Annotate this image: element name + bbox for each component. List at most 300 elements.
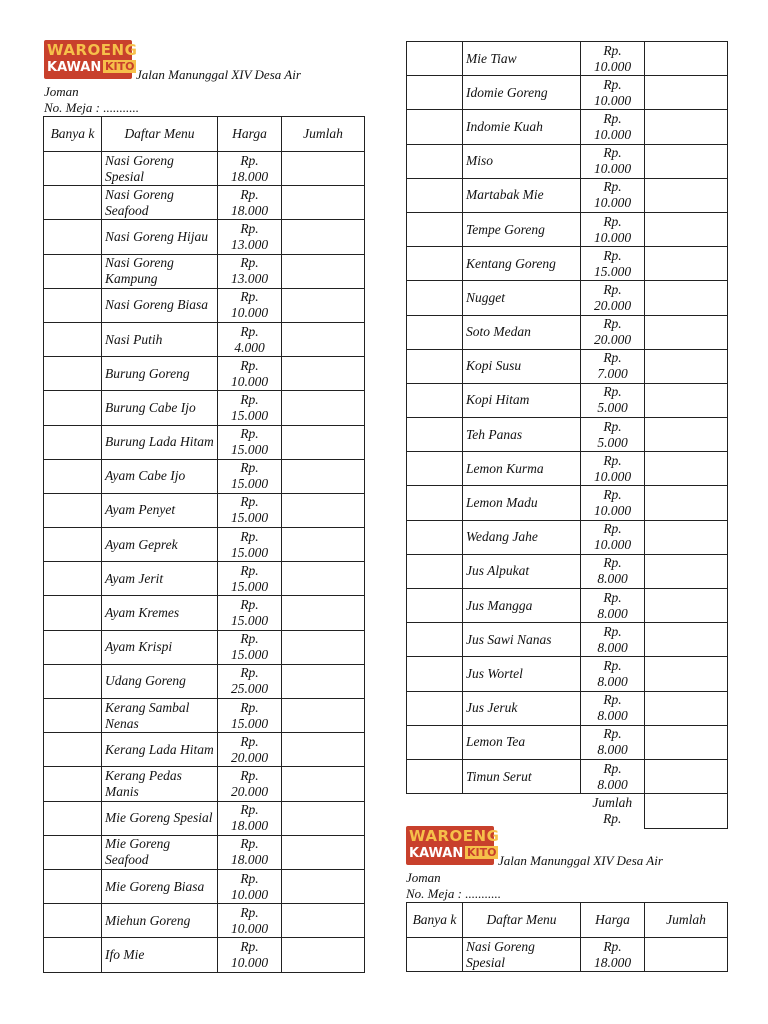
price-prefix: Rp. — [603, 42, 622, 58]
line-total-field[interactable] — [282, 220, 365, 254]
price-value: 15.000 — [230, 442, 269, 458]
quantity-field[interactable] — [407, 691, 463, 725]
quantity-field[interactable] — [44, 596, 102, 630]
menu-item-name: Timun Serut — [463, 759, 581, 793]
menu-item-price — [581, 520, 645, 554]
menu-item-price — [581, 418, 645, 452]
price-value: 5.000 — [597, 400, 628, 416]
table-header-row — [407, 903, 728, 938]
price-prefix: Rp. — [240, 357, 259, 373]
line-total-field[interactable] — [282, 562, 365, 596]
quantity-field[interactable] — [407, 42, 463, 76]
quantity-field[interactable] — [44, 562, 102, 596]
header-total: Jumlah — [645, 903, 728, 938]
line-total-field[interactable] — [645, 486, 728, 520]
table-row — [407, 759, 728, 793]
quantity-field[interactable] — [407, 144, 463, 178]
price-value: 15.000 — [230, 647, 269, 663]
menu-item-price — [581, 178, 645, 212]
line-total-field[interactable] — [645, 623, 728, 657]
quantity-field[interactable] — [44, 938, 102, 972]
menu-item-price — [218, 904, 282, 938]
table-row — [407, 212, 728, 246]
quantity-field[interactable] — [44, 733, 102, 767]
menu-item-price — [218, 801, 282, 835]
price-prefix: Rp. — [240, 562, 259, 578]
table-row — [407, 486, 728, 520]
menu-item-name: Ayam Penyet — [102, 493, 218, 527]
price-value: 15.000 — [230, 578, 269, 594]
menu-item-price — [218, 357, 282, 391]
quantity-field[interactable] — [44, 699, 102, 733]
menu-item-price — [581, 315, 645, 349]
line-total-field[interactable] — [645, 110, 728, 144]
quantity-field[interactable] — [44, 869, 102, 903]
price-prefix: Rp. — [603, 760, 622, 776]
menu-item-price — [218, 459, 282, 493]
total-row — [407, 794, 728, 829]
table-number-label: No. Meja : ........... — [44, 100, 139, 115]
quantity-field[interactable] — [44, 493, 102, 527]
price-prefix: Rp. — [603, 213, 622, 229]
menu-item-price — [581, 144, 645, 178]
price-prefix: Rp. — [240, 391, 259, 407]
table-row — [44, 596, 365, 630]
table-row — [407, 315, 728, 349]
header-qty: Banya k — [44, 117, 102, 152]
menu-item-name: Martabak Mie — [463, 178, 581, 212]
menu-item-name: Miso — [463, 144, 581, 178]
price-prefix: Rp. — [603, 623, 622, 639]
price-value: 8.000 — [597, 605, 628, 621]
menu-item-price — [581, 623, 645, 657]
line-total-field[interactable] — [645, 42, 728, 76]
price-value: 15.000 — [230, 476, 269, 492]
menu-item-name: Mie Tiaw — [463, 42, 581, 76]
menu-item-price — [218, 938, 282, 972]
table-row — [44, 186, 365, 220]
logo-text-line1: WAROENG — [47, 41, 138, 59]
price-prefix: Rp. — [603, 938, 622, 954]
table-row — [407, 938, 728, 972]
line-total-field[interactable] — [645, 520, 728, 554]
price-prefix: Rp. — [240, 904, 259, 920]
line-total-field[interactable] — [282, 664, 365, 698]
menu-item-price — [218, 869, 282, 903]
menu-item-price — [218, 152, 282, 186]
menu-item-price — [218, 220, 282, 254]
line-total-field[interactable] — [282, 904, 365, 938]
line-total-field[interactable] — [645, 247, 728, 281]
quantity-field[interactable] — [407, 247, 463, 281]
address-line1: Jalan Manunggal XIV Desa Air — [136, 67, 301, 82]
price-prefix: Rp. — [240, 186, 259, 202]
menu-item-name: Tempe Goreng — [463, 212, 581, 246]
menu-item-name: Ayam Jerit — [102, 562, 218, 596]
table-row — [44, 425, 365, 459]
price-prefix: Rp. — [603, 179, 622, 195]
quantity-field[interactable] — [44, 767, 102, 801]
price-prefix: Rp. — [603, 316, 622, 332]
line-total-field[interactable] — [282, 733, 365, 767]
menu-item-name: Mie Goreng Spesial — [102, 801, 218, 835]
price-value: 10.000 — [593, 161, 632, 177]
menu-item-price — [581, 589, 645, 623]
price-value: 10.000 — [593, 92, 632, 108]
table-row — [44, 152, 365, 186]
address-line2: Joman — [44, 84, 79, 99]
line-total-field[interactable] — [282, 186, 365, 220]
restaurant-logo-copy — [406, 826, 500, 865]
price-prefix: Rp. — [603, 692, 622, 708]
address-line2-copy: Joman — [406, 870, 441, 885]
menu-item-price — [581, 349, 645, 383]
price-value: 15.000 — [230, 510, 269, 526]
line-total-field[interactable] — [282, 699, 365, 733]
price-prefix: Rp. — [240, 323, 259, 339]
price-value: 10.000 — [593, 126, 632, 142]
quantity-field[interactable] — [44, 391, 102, 425]
quantity-field[interactable] — [44, 322, 102, 356]
price-prefix: Rp. — [603, 418, 622, 434]
price-value: 10.000 — [593, 537, 632, 553]
menu-item-name: Ayam Krispi — [102, 630, 218, 664]
line-total-field[interactable] — [282, 254, 365, 288]
table-row — [44, 801, 365, 835]
quantity-field[interactable] — [44, 357, 102, 391]
price-value: 15.000 — [230, 407, 269, 423]
menu-item-name: Jus Sawi Nanas — [463, 623, 581, 657]
menu-table-right — [406, 41, 728, 829]
quantity-field[interactable] — [407, 623, 463, 657]
line-total-field[interactable] — [645, 589, 728, 623]
price-prefix: Rp. — [240, 631, 259, 647]
quantity-field[interactable] — [44, 254, 102, 288]
price-prefix: Rp. — [240, 426, 259, 442]
price-prefix: Rp. — [240, 494, 259, 510]
menu-item-price — [581, 110, 645, 144]
line-total-field[interactable] — [645, 452, 728, 486]
logo-text-line3: KITO — [467, 846, 497, 859]
quantity-field[interactable] — [44, 425, 102, 459]
table-row — [44, 835, 365, 869]
line-total-field[interactable] — [282, 528, 365, 562]
menu-item-name: Ayam Kremes — [102, 596, 218, 630]
header-menu: Daftar Menu — [463, 903, 581, 938]
menu-item-price — [581, 486, 645, 520]
price-value: 10.000 — [230, 954, 269, 970]
quantity-field[interactable] — [44, 664, 102, 698]
table-row — [44, 288, 365, 322]
quantity-field[interactable] — [407, 938, 463, 972]
menu-item-name: Jus Wortel — [463, 657, 581, 691]
menu-item-price — [218, 288, 282, 322]
total-label — [581, 794, 645, 829]
table-row — [407, 383, 728, 417]
quantity-field[interactable] — [407, 418, 463, 452]
menu-item-name: Nasi Goreng Spesial — [102, 152, 218, 186]
quantity-field[interactable] — [407, 486, 463, 520]
table-row — [44, 254, 365, 288]
table-row — [407, 452, 728, 486]
menu-item-price — [218, 699, 282, 733]
line-total-field[interactable] — [645, 144, 728, 178]
price-value: 18.000 — [230, 818, 269, 834]
table-row — [44, 733, 365, 767]
menu-item-name: Ifo Mie — [102, 938, 218, 972]
table-row — [44, 391, 365, 425]
quantity-field[interactable] — [44, 528, 102, 562]
header-price: Harga — [218, 117, 282, 152]
table-row — [44, 528, 365, 562]
line-total-field[interactable] — [282, 288, 365, 322]
menu-item-price — [218, 767, 282, 801]
price-prefix: Rp. — [240, 802, 259, 818]
quantity-field[interactable] — [407, 349, 463, 383]
header-qty: Banya k — [407, 903, 463, 938]
quantity-field[interactable] — [44, 630, 102, 664]
quantity-field[interactable] — [44, 220, 102, 254]
line-total-field[interactable] — [282, 767, 365, 801]
menu-item-name: Jus Mangga — [463, 589, 581, 623]
menu-item-name: Kentang Goreng — [463, 247, 581, 281]
line-total-field[interactable] — [282, 357, 365, 391]
menu-item-name: Wedang Jahe — [463, 520, 581, 554]
line-total-field[interactable] — [645, 418, 728, 452]
line-total-field[interactable] — [282, 152, 365, 186]
menu-item-name: Lemon Kurma — [463, 452, 581, 486]
table-row — [44, 938, 365, 972]
price-prefix: Rp. — [603, 281, 622, 297]
line-total-field[interactable] — [645, 554, 728, 588]
menu-item-price — [581, 212, 645, 246]
menu-item-price — [218, 391, 282, 425]
quantity-field[interactable] — [44, 459, 102, 493]
menu-item-price — [218, 186, 282, 220]
price-value: 10.000 — [230, 886, 269, 902]
table-row — [407, 76, 728, 110]
line-total-field[interactable] — [282, 391, 365, 425]
price-prefix: Rp. — [603, 521, 622, 537]
line-total-field[interactable] — [645, 178, 728, 212]
restaurant-logo — [44, 40, 138, 79]
menu-item-price — [218, 562, 282, 596]
menu-item-name: Nasi Goreng Seafood — [102, 186, 218, 220]
price-prefix: Rp. — [603, 76, 622, 92]
quantity-field[interactable] — [407, 315, 463, 349]
line-total-field[interactable] — [645, 212, 728, 246]
line-total-field[interactable] — [282, 596, 365, 630]
table-number-label-copy: No. Meja : ........... — [406, 886, 501, 901]
price-value: 18.000 — [230, 168, 269, 184]
line-total-field[interactable] — [282, 938, 365, 972]
menu-item-name: Nasi Goreng Spesial — [463, 938, 581, 972]
quantity-field[interactable] — [407, 281, 463, 315]
quantity-field[interactable] — [407, 212, 463, 246]
table-row — [407, 178, 728, 212]
table-row — [407, 418, 728, 452]
menu-item-price — [581, 42, 645, 76]
line-total-field[interactable] — [645, 657, 728, 691]
total-label-line1: Jumlah — [592, 795, 633, 811]
table-row — [44, 664, 365, 698]
total-label-line2: Rp. — [603, 811, 622, 827]
menu-item-name: Nugget — [463, 281, 581, 315]
menu-item-price — [581, 938, 645, 972]
menu-item-price — [581, 76, 645, 110]
header-price: Harga — [581, 903, 645, 938]
table-row — [44, 220, 365, 254]
total-amount-field[interactable] — [645, 794, 728, 829]
price-value: 8.000 — [597, 742, 628, 758]
price-prefix: Rp. — [603, 110, 622, 126]
menu-item-price — [218, 596, 282, 630]
menu-item-price — [581, 657, 645, 691]
price-prefix: Rp. — [603, 657, 622, 673]
price-prefix: Rp. — [240, 289, 259, 305]
price-value: 15.000 — [230, 544, 269, 560]
logo-text-line3: KITO — [105, 60, 135, 73]
quantity-field[interactable] — [44, 288, 102, 322]
price-prefix: Rp. — [603, 487, 622, 503]
line-total-field[interactable] — [645, 383, 728, 417]
table-row — [44, 562, 365, 596]
line-total-field[interactable] — [645, 76, 728, 110]
menu-item-price — [581, 691, 645, 725]
quantity-field[interactable] — [44, 152, 102, 186]
price-value: 15.000 — [230, 715, 269, 731]
quantity-field[interactable] — [407, 110, 463, 144]
menu-item-name: Mie Goreng Seafood — [102, 835, 218, 869]
price-prefix: Rp. — [603, 145, 622, 161]
price-value: 20.000 — [593, 332, 632, 348]
menu-item-name: Kopi Hitam — [463, 383, 581, 417]
price-value: 8.000 — [597, 639, 628, 655]
price-prefix: Rp. — [240, 767, 259, 783]
quantity-field[interactable] — [407, 452, 463, 486]
menu-item-price — [218, 664, 282, 698]
logo-text-line1: WAROENG — [409, 827, 500, 845]
quantity-field[interactable] — [407, 657, 463, 691]
menu-item-name: Ayam Geprek — [102, 528, 218, 562]
table-row — [44, 493, 365, 527]
menu-item-name: Nasi Goreng Kampung — [102, 254, 218, 288]
menu-table-left — [43, 116, 365, 973]
quantity-field[interactable] — [407, 383, 463, 417]
menu-item-price — [581, 247, 645, 281]
quantity-field[interactable] — [407, 178, 463, 212]
line-total-field[interactable] — [282, 835, 365, 869]
table-row — [407, 589, 728, 623]
table-row — [44, 322, 365, 356]
menu-item-name: Kerang Lada Hitam — [102, 733, 218, 767]
price-value: 13.000 — [230, 236, 269, 252]
price-prefix: Rp. — [240, 528, 259, 544]
line-total-field[interactable] — [282, 630, 365, 664]
menu-item-name: Nasi Goreng Biasa — [102, 288, 218, 322]
price-value: 18.000 — [230, 202, 269, 218]
table-row — [44, 459, 365, 493]
table-row — [44, 904, 365, 938]
menu-item-name: Idomie Goreng — [463, 76, 581, 110]
line-total-field[interactable] — [645, 938, 728, 972]
menu-item-price — [218, 630, 282, 664]
logo-text-line2: KAWAN — [47, 60, 102, 75]
menu-item-price — [581, 554, 645, 588]
line-total-field[interactable] — [282, 493, 365, 527]
price-prefix: Rp. — [240, 938, 259, 954]
line-total-field[interactable] — [645, 759, 728, 793]
table-row — [407, 144, 728, 178]
price-prefix: Rp. — [240, 460, 259, 476]
table-header-row — [44, 117, 365, 152]
quantity-field[interactable] — [407, 759, 463, 793]
menu-item-name: Indomie Kuah — [463, 110, 581, 144]
line-total-field[interactable] — [645, 725, 728, 759]
price-prefix: Rp. — [240, 733, 259, 749]
line-total-field[interactable] — [282, 801, 365, 835]
line-total-field[interactable] — [282, 322, 365, 356]
quantity-field[interactable] — [407, 554, 463, 588]
table-row — [407, 623, 728, 657]
price-prefix: Rp. — [240, 836, 259, 852]
price-value: 20.000 — [593, 297, 632, 313]
menu-item-name: Teh Panas — [463, 418, 581, 452]
quantity-field[interactable] — [407, 76, 463, 110]
price-value: 15.000 — [230, 613, 269, 629]
price-value: 10.000 — [230, 920, 269, 936]
quantity-field[interactable] — [44, 186, 102, 220]
line-total-field[interactable] — [282, 869, 365, 903]
menu-item-price — [218, 528, 282, 562]
quantity-field[interactable] — [407, 520, 463, 554]
price-value: 8.000 — [597, 571, 628, 587]
table-row — [407, 349, 728, 383]
menu-item-price — [581, 383, 645, 417]
table-row — [407, 554, 728, 588]
menu-item-price — [218, 493, 282, 527]
price-value: 10.000 — [593, 58, 632, 74]
line-total-field[interactable] — [645, 349, 728, 383]
quantity-field[interactable] — [44, 801, 102, 835]
menu-item-name: Nasi Goreng Hijau — [102, 220, 218, 254]
table-row — [44, 630, 365, 664]
price-value: 10.000 — [593, 195, 632, 211]
menu-table-copy — [406, 902, 728, 972]
line-total-field[interactable] — [645, 315, 728, 349]
line-total-field[interactable] — [282, 459, 365, 493]
line-total-field[interactable] — [282, 425, 365, 459]
table-row — [44, 767, 365, 801]
table-row — [407, 691, 728, 725]
quantity-field[interactable] — [407, 589, 463, 623]
line-total-field[interactable] — [645, 691, 728, 725]
menu-item-price — [218, 322, 282, 356]
quantity-field[interactable] — [407, 725, 463, 759]
table-row — [407, 110, 728, 144]
quantity-field[interactable] — [44, 904, 102, 938]
menu-item-name: Ayam Cabe Ijo — [102, 459, 218, 493]
menu-item-price — [218, 425, 282, 459]
menu-item-price — [218, 733, 282, 767]
quantity-field[interactable] — [44, 835, 102, 869]
price-prefix: Rp. — [240, 255, 259, 271]
line-total-field[interactable] — [645, 281, 728, 315]
price-prefix: Rp. — [240, 220, 259, 236]
menu-item-name: Burung Cabe Ijo — [102, 391, 218, 425]
price-value: 18.000 — [230, 852, 269, 868]
table-row — [407, 657, 728, 691]
